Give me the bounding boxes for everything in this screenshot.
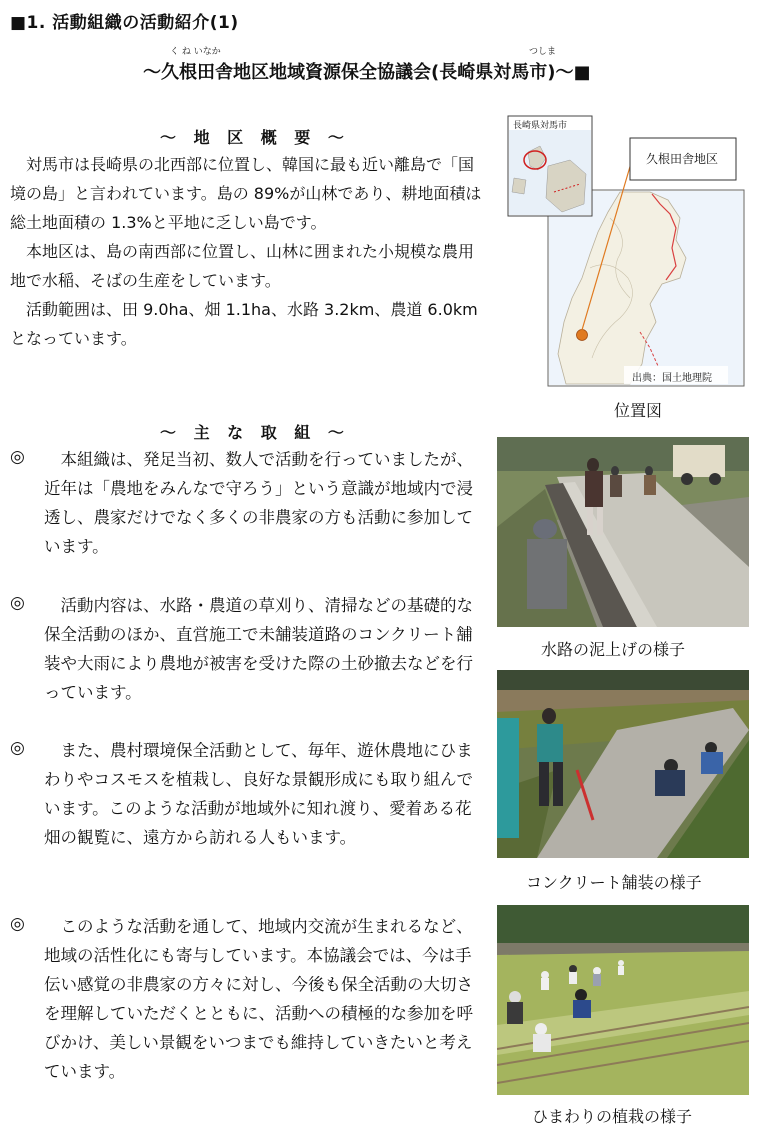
overview-heading: ～ 地 区 概 要 ～ xyxy=(160,128,350,147)
bullet-mark: ◎ xyxy=(10,447,25,467)
overview-paragraph-1: 対馬市は長崎県の北西部に位置し、韓国に最も近い離島で「国境の島」と言われています。島の 89%が山林であり、耕地面積は総土地面積の 1.3%と平地に乏しい島です。 xyxy=(10,155,482,232)
photo-sunflower-planting xyxy=(497,905,749,1095)
inset-map-label: 長崎県対馬市 xyxy=(513,121,568,131)
activity-item-1: 本組織は、発足当初、数人で活動を行っていましたが、近年は「農地をみんなで守ろう」という意識が地域内で浸透し、農家だけでなく多くの非農家の方も活動に参加しています。 xyxy=(44,450,473,556)
ruby-tsushima: つしま xyxy=(529,47,557,57)
map-caption: 位置図 xyxy=(614,401,663,420)
photo-caption-sunflower: ひまわりの植栽の様子 xyxy=(532,1107,693,1126)
callout-label: 久根田舎地区 xyxy=(646,152,719,166)
activity-item-4: このような活動を通して、地域内交流が生まれるなど、地域の活性化にも寄与しています。本協議会では、今は手伝い感覚の非農家の方々に対し、今後も保全活動の大切さを理解していただくとともに、活動への積極的な参加を呼びかけ、美しい景観をいつまでも維持していきたいと考えています。 xyxy=(44,917,473,1081)
overview-paragraph-3: 活動範囲は、田 9.0ha、畑 1.1ha、水路 3.2km、農道 6.0km となっています。 xyxy=(10,300,478,348)
bullet-mark: ◎ xyxy=(10,914,25,934)
overview-paragraph-2: 本地区は、島の南西部に位置し、山林に囲まれた小規模な農用地で水稲、そばの生産をしています。 xyxy=(10,242,475,290)
photo-concrete-paving xyxy=(497,670,749,858)
activity-item-2: 活動内容は、水路・農道の草刈り、清掃などの基礎的な保全活動のほか、直営施工で未舗装道路のコンクリート舗装や大雨により農地が被害を受けた際の土砂撤去などを行っています。 xyxy=(44,596,473,702)
ruby-kuneinaka: く ね いなか xyxy=(170,47,221,57)
bullet-mark: ◎ xyxy=(10,593,25,613)
photo-canal-dredging-image xyxy=(497,437,749,627)
photo-canal-dredging xyxy=(497,437,749,627)
organization-title-text: ～久根田舎地区地域資源保全協議会(長崎県対馬市)～■ xyxy=(143,62,591,83)
organization-title xyxy=(143,58,590,84)
activities-heading: ～ 主 な 取 組 ～ xyxy=(160,423,350,442)
location-map xyxy=(500,108,750,398)
activity-item-3: また、農村環境保全活動として、毎年、遊休農地にひまわりやコスモスを植栽し、良好な景観形成にも取り組んでいます。このような活動が地域外に知れ渡り、愛着ある花畑の観覧に、遠方から訪れる人もいます。 xyxy=(44,741,473,847)
photo-caption-canal: 水路の泥上げの様子 xyxy=(541,640,686,659)
bullet-mark: ◎ xyxy=(10,738,25,758)
photo-sunflower-planting-image xyxy=(497,905,749,1095)
photo-caption-concrete: コンクリート舗装の様子 xyxy=(526,873,702,892)
page-header: ■1. 活動組織の活動紹介(1) xyxy=(10,13,239,33)
photo-concrete-paving-image xyxy=(497,670,749,858)
overview-text xyxy=(10,150,484,353)
map-source-label: 出典：国土地理院 xyxy=(632,373,712,384)
